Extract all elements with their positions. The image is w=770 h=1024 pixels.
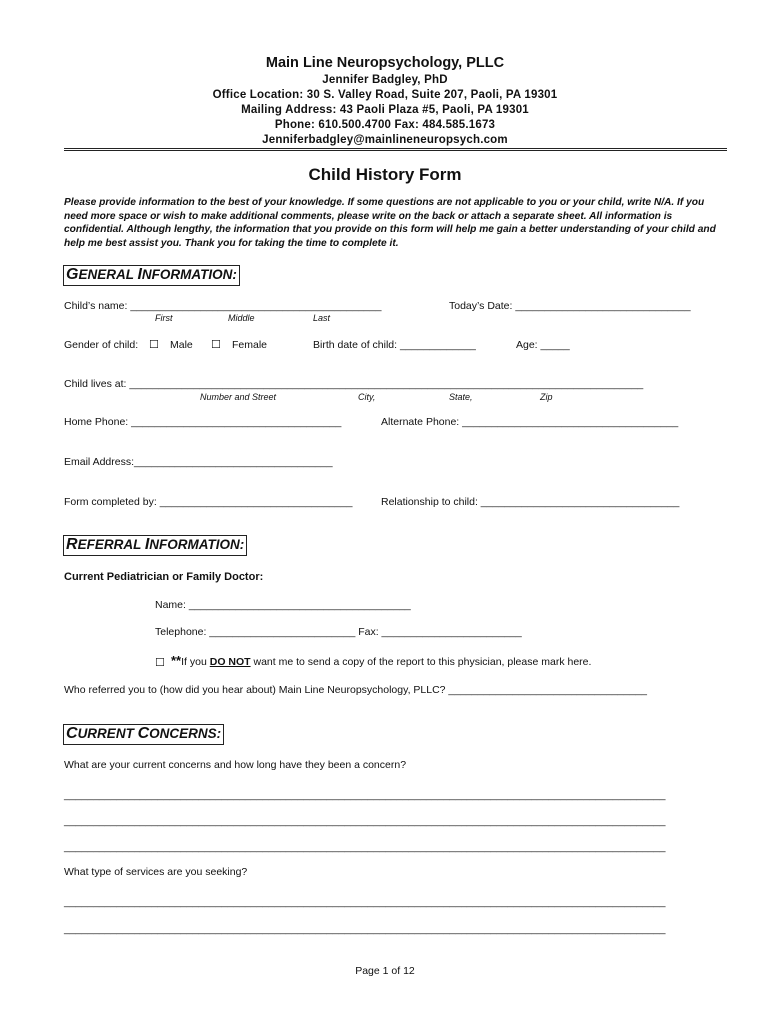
who-referred-field[interactable]: Who referred you to (how did you hear about) Main Line Neuropsychology, PLLC? __________________________________ bbox=[64, 684, 647, 696]
male-checkbox[interactable]: ☐ bbox=[149, 339, 159, 351]
alternate-phone-field[interactable]: Alternate Phone: _____________________________________ bbox=[381, 416, 679, 428]
services-answer-line-2[interactable]: _______________________________________________________________________________________________________ bbox=[64, 923, 666, 935]
male-label: Male bbox=[170, 339, 193, 351]
phone-fax: Phone: 610.500.4700 Fax: 484.585.1673 bbox=[274, 119, 496, 131]
concerns-answer-line-1[interactable]: _______________________________________________________________________________________________________ bbox=[64, 789, 666, 801]
practice-name: Main Line Neuropsychology, PLLC bbox=[265, 55, 505, 71]
female-checkbox[interactable]: ☐ bbox=[211, 339, 221, 351]
form-completed-by-field[interactable]: Form completed by: _________________________________ bbox=[64, 496, 353, 508]
sub-zip: Zip bbox=[540, 392, 553, 402]
office-location: Office Location: 30 S. Valley Road, Suite 207, Paoli, PA 19301 bbox=[212, 89, 558, 101]
sub-street: Number and Street bbox=[200, 392, 277, 402]
section-current-concerns: CURRENT CONCERNS: bbox=[63, 724, 224, 745]
child-lives-at-field[interactable]: Child lives at: ________________________________________________________________________________________ bbox=[64, 378, 644, 390]
sub-first: First bbox=[155, 313, 173, 323]
gender-label: Gender of child: bbox=[64, 339, 139, 351]
physician-phone-fax-field[interactable]: Telephone: _________________________ Fax: ________________________ bbox=[155, 626, 522, 638]
home-phone-field[interactable]: Home Phone: ____________________________________ bbox=[64, 416, 342, 428]
mailing-address: Mailing Address: 43 Paoli Plaza #5, Paoli, PA 19301 bbox=[241, 104, 529, 116]
female-label: Female bbox=[232, 339, 268, 351]
sub-state: State, bbox=[449, 392, 473, 402]
physician-name-field[interactable]: Name: ______________________________________ bbox=[155, 599, 411, 611]
relationship-field[interactable]: Relationship to child: __________________________________ bbox=[381, 496, 680, 508]
services-question: What type of services are you seeking? bbox=[64, 866, 248, 878]
concerns-question: What are your current concerns and how long have they been a concern? bbox=[64, 759, 407, 771]
email-field[interactable]: Email Address:__________________________________ bbox=[64, 456, 333, 468]
todays-date-field[interactable]: Today’s Date: ______________________________ bbox=[449, 300, 691, 312]
section-referral-information: REFERRAL INFORMATION: bbox=[63, 535, 247, 556]
pediatrician-heading: Current Pediatrician or Family Doctor: bbox=[64, 571, 264, 583]
section-general-information: GENERAL INFORMATION: bbox=[63, 265, 240, 286]
page-number: Page 1 of 12 bbox=[355, 965, 415, 977]
age-field[interactable]: Age: _____ bbox=[516, 339, 570, 351]
services-answer-line-1[interactable]: _______________________________________________________________________________________________________ bbox=[64, 896, 666, 908]
birth-date-field[interactable]: Birth date of child: _____________ bbox=[313, 339, 476, 351]
concerns-answer-line-2[interactable]: _______________________________________________________________________________________________________ bbox=[64, 815, 666, 827]
sub-city: City, bbox=[358, 392, 376, 402]
concerns-answer-line-3[interactable]: _______________________________________________________________________________________________________ bbox=[64, 841, 666, 853]
sub-middle: Middle bbox=[228, 313, 255, 323]
header-rule bbox=[64, 148, 727, 151]
email-address: Jenniferbadgley@mainlineneuropsych.com bbox=[262, 134, 508, 146]
child-name-field[interactable]: Child’s name: ___________________________________________ bbox=[64, 300, 382, 312]
sub-last: Last bbox=[313, 313, 331, 323]
do-not-send-checkbox[interactable]: ☐ bbox=[155, 657, 165, 669]
do-not-send-text: **If you DO NOT want me to send a copy of the report to this physician, please mark here. bbox=[171, 653, 592, 668]
form-title: Child History Form bbox=[308, 165, 462, 184]
doctor-name: Jennifer Badgley, PhD bbox=[322, 74, 448, 86]
intro-paragraph: Please provide information to the best of your knowledge. If some questions are not applicable to you or your child, write N/A. If you need more space or wish to make additional comments, please write on the back or attach a separate sheet. All information is confidential. Although lengthy, the information that you provide on this form will help me gain a better understanding of your child and help me best assist you. Thank you for taking the time to complete it. bbox=[64, 197, 716, 249]
